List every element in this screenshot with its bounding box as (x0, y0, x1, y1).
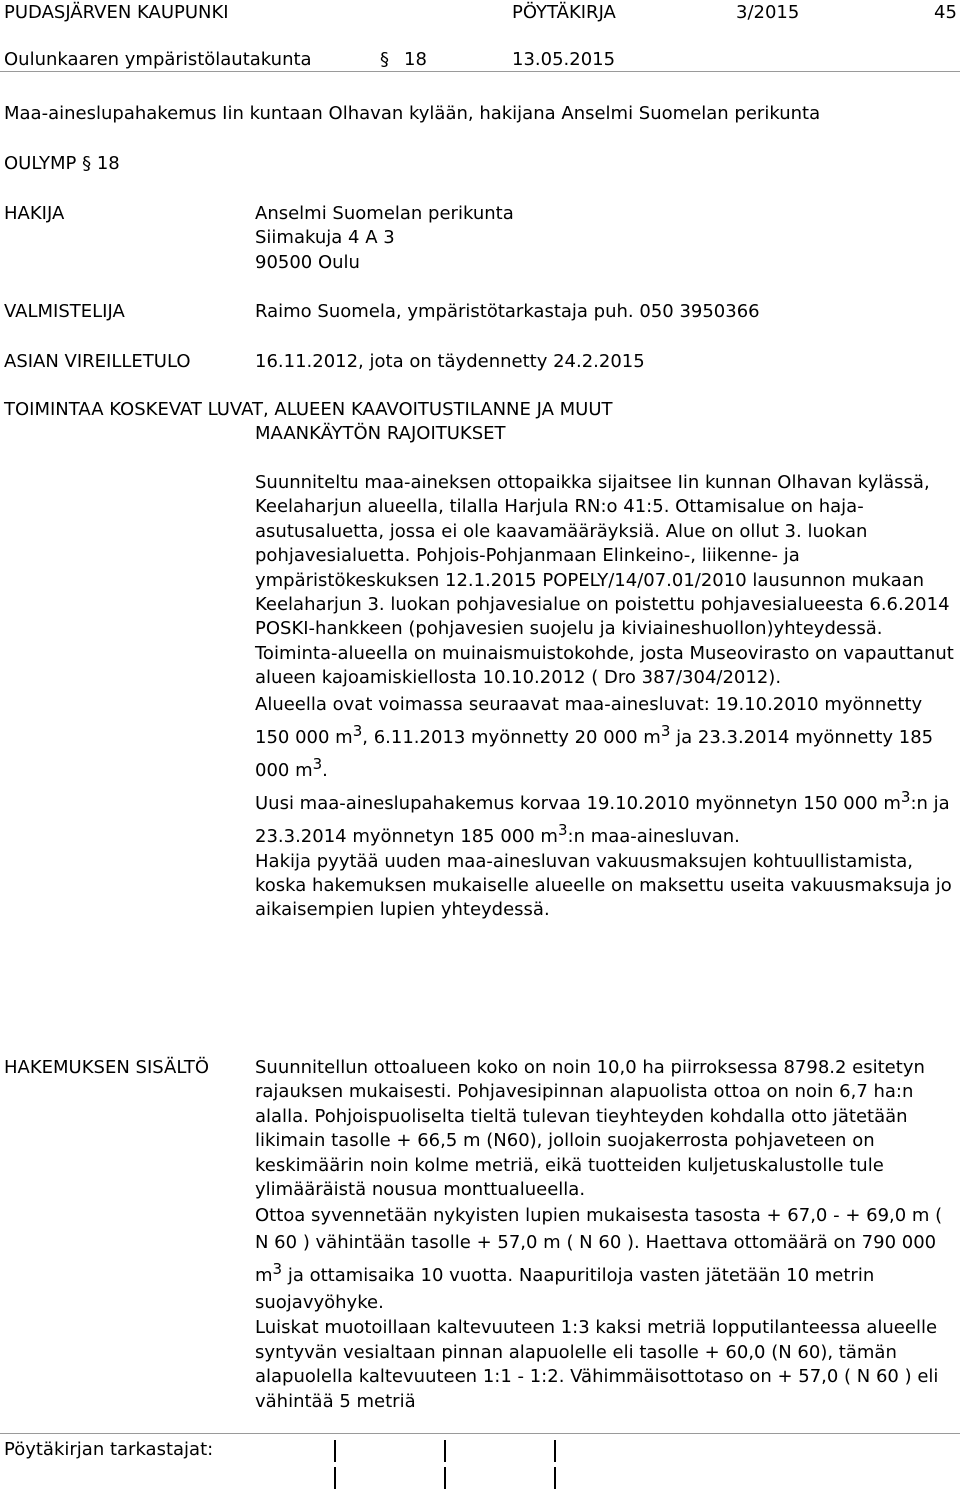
document-title: Maa-aineslupahakemus Iin kuntaan Olhavan kylään, hakijana Anselmi Suomelan perikunta (4, 103, 821, 124)
signature-box-divider (334, 1440, 336, 1462)
paragraph: Uusi maa-aineslupahakemus korvaa 19.10.2010 myönnetyn 150 000 $m^3:n$ ja 23.3.2014 myönnetyn 185 000 $m^3:n$ maa-ainesluvan. (255, 787, 950, 847)
header-divider (0, 71, 960, 72)
superscript: 3 (660, 721, 671, 740)
applicant-street: Siimakuja 4 A 3 (255, 227, 395, 248)
paragraph: Suunnitellun ottoalueen koko on noin 10,0 ha piirroksessa 8798.2 esitetyn rajauksen mukaisesti. Pohjavesipinnan alapuolista ottoa on noin 6,7 ha:n alalla. Pohjoispuoliselta tieltä tulevan tieyhteyden kohdalla otto jätetään likimain tasolle + 66,5 m (N60), jolloin suojakerrosta pohjaveteen on keskimäärin noin kolme metriä, eikä tuotteiden kuljetuskalustolle tule ylimääräistä nousua monttualueella. (255, 1057, 925, 1201)
pending-value: 16.11.2012, jota on täydennetty 24.2.2015 (255, 351, 645, 372)
section-heading: TOIMINTAA KOSKEVAT LUVAT, ALUEEN KAAVOITUSTILANNE JA MUUT (4, 399, 613, 420)
reference-code: OULYMP (4, 153, 77, 174)
reviewers-label: Pöytäkirjan tarkastajat: (4, 1439, 214, 1460)
board-name: Oulunkaaren ympäristölautakunta (4, 49, 312, 70)
paragraph: Alueella ovat voimassa seuraavat maa-ainesluvat: 19.10.2010 myönnetty 150 000 $m^3$, 6.11.2013 myönnetty 20 000 $m^3$ ja 23.3.2014 myönnetty 185 000 $m^3$. (255, 693, 934, 781)
signature-box-divider (554, 1467, 556, 1489)
superscript: 3 (352, 721, 363, 740)
preparer-label: VALMISTELIJA (4, 301, 125, 322)
preparer-value: Raimo Suomela, ympäristötarkastaja puh. 050 3950366 (255, 301, 760, 322)
section-number: 18 (404, 49, 427, 70)
doc-type: PÖYTÄKIRJA (512, 2, 616, 23)
city-name: PUDASJÄRVEN KAUPUNKI (4, 2, 229, 23)
applicant-name: Anselmi Suomelan perikunta (255, 203, 514, 224)
section-symbol: § (380, 49, 389, 70)
reference-symbol: § (82, 153, 92, 174)
paragraph: Hakija pyytää uuden maa-ainesluvan vakuusmaksujen kohtuullistamista, koska hakemuksen mukaiselle alueelle on maksettu useita vakuusmaksuja jo aikaisempien lupien yhteydessä. (255, 850, 952, 921)
footer-divider (0, 1433, 960, 1434)
superscript: 3 (900, 787, 911, 806)
paragraph: Suunniteltu maa-aineksen ottopaikka sijaitsee Iin kunnan Olhavan kylässä, Keelaharjun alueella, tilalla Harjula RN:o 41:5. Ottamisalue on haja-asutusaluetta, jossa ei ole kaavamääräyksiä. Alue on ollut 3. luokan pohjavesialuetta. Pohjois-Pohjanmaan Elinkeino-, liikenne- ja ympäristökeskuksen 12.1.2015 POPELY/14/07.01/2010 lausunnon mukaan Keelaharjun 3. luokan pohjavesialue on poistettu pohjavesialueesta 6.6.2014 POSKI-hankkeen (pohjavesien suojelu ja kiviaineshuollon)yhteydessä. (255, 472, 950, 640)
reference (4, 152, 120, 176)
pending-label: ASIAN VIREILLETULO (4, 351, 191, 372)
signature-box-divider (444, 1467, 446, 1489)
section-body (255, 471, 955, 923)
page-number: 45 (934, 2, 957, 23)
signature-box-divider (444, 1440, 446, 1462)
section-heading-cont: MAANKÄYTÖN RAJOITUKSET (255, 423, 506, 444)
reference-number: 18 (96, 153, 120, 174)
application-content-body (255, 1056, 955, 1414)
applicant-city: 90500 Oulu (255, 252, 360, 273)
superscript: 3 (312, 754, 323, 773)
doc-number: 3/2015 (736, 2, 800, 23)
application-content-label: HAKEMUKSEN SISÄLTÖ (4, 1057, 210, 1078)
paragraph: Toiminta-alueella on muinaismuistokohde, josta Museovirasto on vapauttanut alueen kajoamiskiellosta 10.10.2012 ( Dro 387/304/2012). (255, 642, 954, 689)
signature-box-divider (554, 1440, 556, 1462)
superscript: 3 (272, 1260, 283, 1279)
meeting-date: 13.05.2015 (512, 49, 616, 70)
applicant-label: HAKIJA (4, 203, 65, 224)
superscript: 3 (557, 820, 568, 839)
paragraph: Ottoa syvennetään nykyisten lupien mukaisesta tasosta + 67,0 - + 69,0 m ( N 60 ) vähintään tasolle + 57,0 m ( N 60 ). Haettava ottomäärä on 790 000 $m^3$ ja ottamisaika 10 vuotta. Naapuritiloja vasten jätetään 10 metrin suojavyöhyke. (255, 1205, 943, 1314)
signature-box-divider (334, 1467, 336, 1489)
paragraph: Luiskat muotoillaan kaltevuuteen 1:3 kaksi metriä lopputilanteessa alueelle syntyvän vesialtaan pinnan alapuolelle eli tasolle + 60,0 (N 60), tämän alapuolella kaltevuuteen 1:1 - 1:2. Vähimmäisottotaso on + 57,0 ( N 60 ) eli vähintää 5 metriä (255, 1317, 939, 1412)
